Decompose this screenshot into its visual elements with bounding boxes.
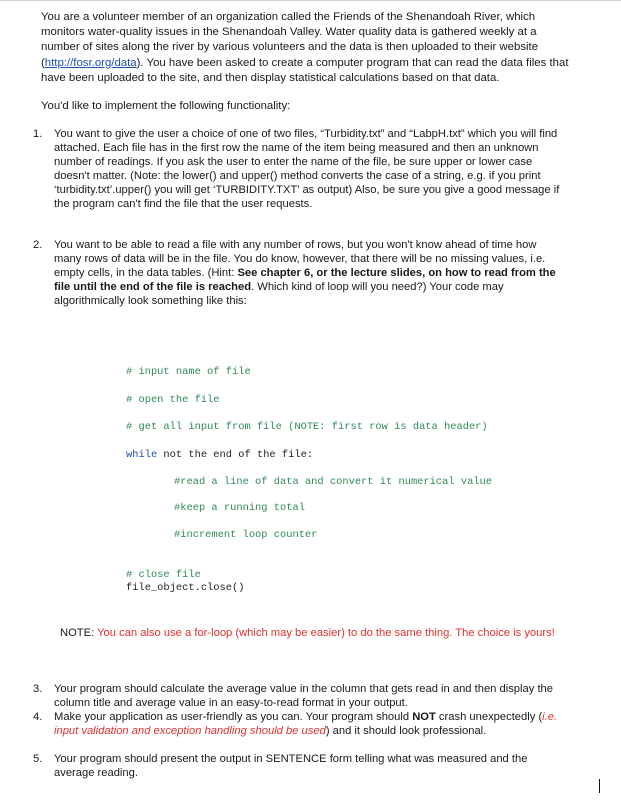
code-line-input-name: # input name of file [126,366,251,378]
list-text-4-c: ) and it should look professional. [325,724,487,737]
code-while-condition: not the end of the file: [157,449,314,461]
intro-paragraph [41,10,571,86]
list-number-3: 3. [33,683,43,695]
text-cursor [599,779,600,793]
intro-text-1: You are a volunteer member of an organization called the Friends of the Shenandoah River, which monitors water-quality issues in the Shenandoah Valley. Water quality data is gathered weekly at a number of sites along the river by various volunteers and the data is then uploaded to their website ( [41,11,539,69]
list-text-2-bold: See chapter 6, or the lecture slides, on how to read from the file until the end of the file is reached [54,266,556,293]
code-line-running-total: #keep a running total [174,502,305,514]
code-line-close-call: file_object.close() [126,582,245,594]
list-number-5: 5. [33,753,43,765]
list-text-4-b: crash unexpectedly ( [435,711,543,723]
list-text-4-bold: NOT [412,711,436,723]
top-border [0,0,621,1]
list-text-2-b: . Which kind of loop will you need?) Your code may algorithmically look something like this: [54,280,504,307]
code-line-increment: #increment loop counter [174,529,318,541]
list-text-4-italic: i.e. input validation and exception handling should be used [54,711,558,737]
note-label: NOTE: [60,627,98,639]
list-text-4-a: Make your application as user-friendly as you can. Your program should [54,711,413,723]
code-line-close-comment: # close file [126,569,201,581]
code-while-keyword: while [126,449,158,461]
code-line-get-input: # get all input from file (NOTE: first row is data header) [126,421,488,433]
list-text-2 [54,239,566,309]
note-paragraph [60,626,580,640]
list-text-2-a: You want to be able to read a file with any number of rows, but you won't know ahead of time how many rows of data will be in the file. You do know, however, that there will be no missing values, i.e. empty cells, in the data tables. (Hint: [54,239,546,279]
list-number-4: 4. [33,711,43,723]
functionality-lead: You'd like to implement the following functionality: [41,100,291,112]
list-text-3: Your program should calculate the average value in the column that gets read in and then display the column title and average value in an easy-to-read format in your output. [54,683,553,709]
code-line-read: #read a line of data and convert it numerical value [174,476,493,488]
list-text-1: You want to give the user a choice of one of two files, “Turbidity.txt” and “LabpH.txt” which you will find attached. Each file has in the first row the name of the item being measured and then an unknown number of readings. If you ask the user to enter the name of the file, be sure upper or lower case doesn't matter. (Note: the lower() and upper() method converts the case of a string, e.g. if you print ‘turbidity.txt’.upper() you will get ‘TURBIDITY.TXT’ as output) Also, be sure you give a good message if the program can't find the file that the user requests. [54,128,560,210]
code-line-open-file: # open the file [126,394,220,406]
intro-text-2: ). You have been asked to create a computer program that can read the data files that have been uploaded to the site, and then display statistical calculations based on that data. [41,56,569,84]
list-text-4 [54,711,566,739]
fosr-data-link[interactable]: http://fosr.org/data [44,56,137,69]
note-text: You can also use a for-loop (which may be easier) to do the same thing. The choice is yours! [97,627,555,639]
list-number-1: 1. [33,128,43,140]
list-text-5: Your program should present the output in SENTENCE form telling what was measured and the average reading. [54,753,528,779]
list-number-2: 2. [33,239,43,251]
code-line-while [126,449,313,461]
